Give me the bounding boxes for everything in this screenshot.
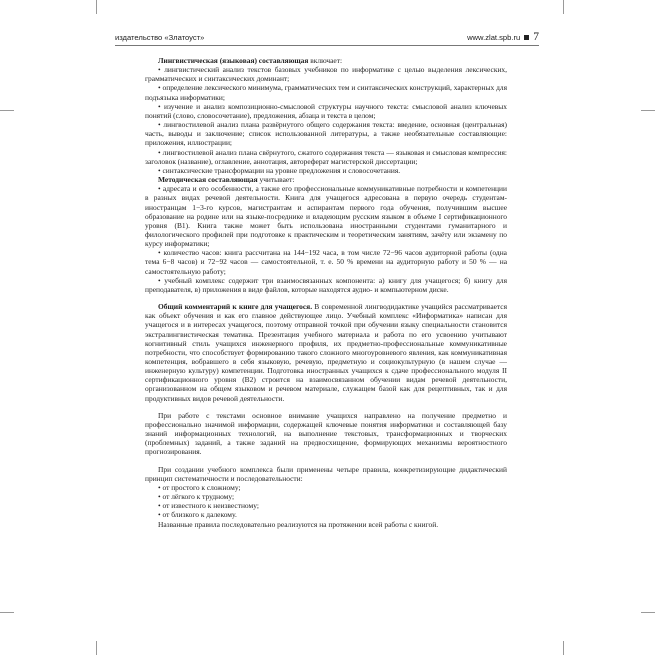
list-item: • лингвостилевой анализ плана развёрнутого общего содержания текста: введение, основная (центральная) часть, выводы и заключение; список использованной литературы, а также необязательные составляющие: приложения, иллюстрации; bbox=[145, 120, 507, 148]
paragraph-text: В современной лингводидактике учащийся рассматривается как объект обучения и как его главное действующее лицо. Учебный комплекс «Информатика» написан для учащегося и в интересах учащегося, поэтому отправной точкой при обучении языку специальности становится экстралингвистическая тематика. Презентация учебного материала и работа по его усвоению учитывают когнитивный стиль учащихся инженерного профиля, их предметно-профессиональные коммуникативные потребности, что способствует формированию такого сложного многоуровневого явления, как коммуникативная компетенция, вобравшего в себя языковую, речевую, предметную и социокультурную (в нашем случае — инженерную культуру) компетенции. Подготовка иностранных учащихся к сдаче профессионального модуля II сертификационного уровня (B2) строится на взаимосвязанном обучении видам речевой деятельности, организованном на общем языковом и речевом материале, служащем базой как для рецептивных, так и для продуктивных видов речевой деятельности. bbox=[145, 302, 507, 403]
list-item: • количество часов: книга рассчитана на 144−192 часа, в том числе 72−96 часов аудиторной работы (одна тема 6−8 часов) и 72−92 часов — самостоятельной, т. е. 50 % времени на аудиторную работу и 50 % — на самостоятельную работу; bbox=[145, 248, 507, 276]
list-item: • изучение и анализ композиционно-смысловой структуры научного текста: смысловой анализ ключевых понятий (слово, словосочетание), предложения, абзаца и текста в целом; bbox=[145, 101, 507, 120]
crop-mark bbox=[563, 0, 564, 14]
list-item: • от простого к сложному; bbox=[158, 482, 241, 492]
body-paragraph: При работе с текстами основное внимание учащихся направлено на получение предметно и профессионально значимой информации, содержащей ключевые понятия информатики и составляющей базу знаний информационных технологий, на выполнение текстовых, трансформационных и творческих (проблемных) заданий, а также заданий на предвосхищение, формирующих механизмы вероятностного прогнозирования. bbox=[145, 410, 507, 457]
crop-mark bbox=[641, 110, 655, 111]
running-header bbox=[115, 31, 539, 45]
list-item: • от известного к неизвестному; bbox=[158, 501, 259, 511]
list-item: • адресата и его особенности, а также его профессиональные коммуникативные потребности и компетенции в разных видах речевой деятельности. Книга для учащегося адресована в первую очередь студентам-иностранцам 1−3-го курсов, магистрантам и аспирантам первого года обучения, получившим высшее образование на родине или на языке-посреднике и владеющим русским языком в объеме I сертификационного уровня (B1). Книга также может быть использована иностранными студентами гуманитарного и филологического профилей при подготовке к практическим и теоретическим занятиям, зачёту или экзамену по курсу информатики; bbox=[145, 184, 507, 249]
publisher-name: издательство «Златоуст» bbox=[115, 33, 205, 42]
crop-mark bbox=[96, 641, 97, 655]
section-heading-paragraph bbox=[145, 302, 507, 403]
paragraph-text: включает: bbox=[308, 56, 343, 65]
list-item: • от лёгкого к трудному; bbox=[158, 492, 235, 502]
section-heading-paragraph bbox=[145, 56, 507, 65]
page-number: 7 bbox=[533, 31, 539, 43]
crop-mark bbox=[0, 612, 14, 613]
list-item: • учебный комплекс содержит три взаимосвязанных компонента: а) книгу для учащегося; б) книгу для преподавателя, в) приложения в виде файлов, которые находятся аудио- и компьютерном диске. bbox=[145, 275, 507, 294]
list-item: • лингвостилевой анализ плана свёрнутого, сжатого содержания текста — языковая и смысловая компрессия: заголовок (название), оглавление, аннотация, автореферат магистерской диссертации; bbox=[145, 147, 507, 166]
list-item: • лингвистический анализ текстов базовых учебников по информатике с целью выделения лексических, грамматических и синтаксических доминант; bbox=[145, 65, 507, 84]
list-item: • синтаксические трансформации на уровне предложения и словосочетания. bbox=[158, 165, 401, 175]
crop-mark bbox=[563, 641, 564, 655]
crop-mark bbox=[641, 612, 655, 613]
paragraph-gap bbox=[145, 403, 507, 411]
list-item: • определение лексического минимума, грамматических тем и синтаксических конструкций, характерных для подъязыка информатики; bbox=[145, 83, 507, 102]
section-heading: Общий комментарий к книге для учащегося. bbox=[158, 302, 313, 312]
page-body bbox=[145, 56, 507, 529]
crop-mark bbox=[96, 0, 97, 14]
section-heading: Лингвистическая (языковая) составляющая bbox=[158, 56, 309, 65]
paragraph-text: учитывает: bbox=[257, 175, 295, 185]
paragraph-gap bbox=[145, 457, 507, 465]
list-item: • от близкого к далекому. bbox=[158, 510, 237, 520]
section-heading-paragraph bbox=[145, 175, 507, 184]
body-paragraph: Названные правила последовательно реализуются на протяжении всей работы с книгой. bbox=[158, 519, 439, 529]
paragraph-gap bbox=[145, 294, 507, 302]
body-paragraph: При создании учебного комплекса были применены четыре правила, конкретизирующие дидактический принцип систематичности и последовательности: bbox=[145, 464, 507, 483]
site-url: www.zlat.spb.ru bbox=[467, 32, 521, 42]
header-divider bbox=[115, 45, 539, 46]
square-marker-icon bbox=[524, 35, 529, 40]
section-heading: Методическая составляющая bbox=[158, 175, 258, 185]
crop-mark bbox=[0, 110, 14, 111]
